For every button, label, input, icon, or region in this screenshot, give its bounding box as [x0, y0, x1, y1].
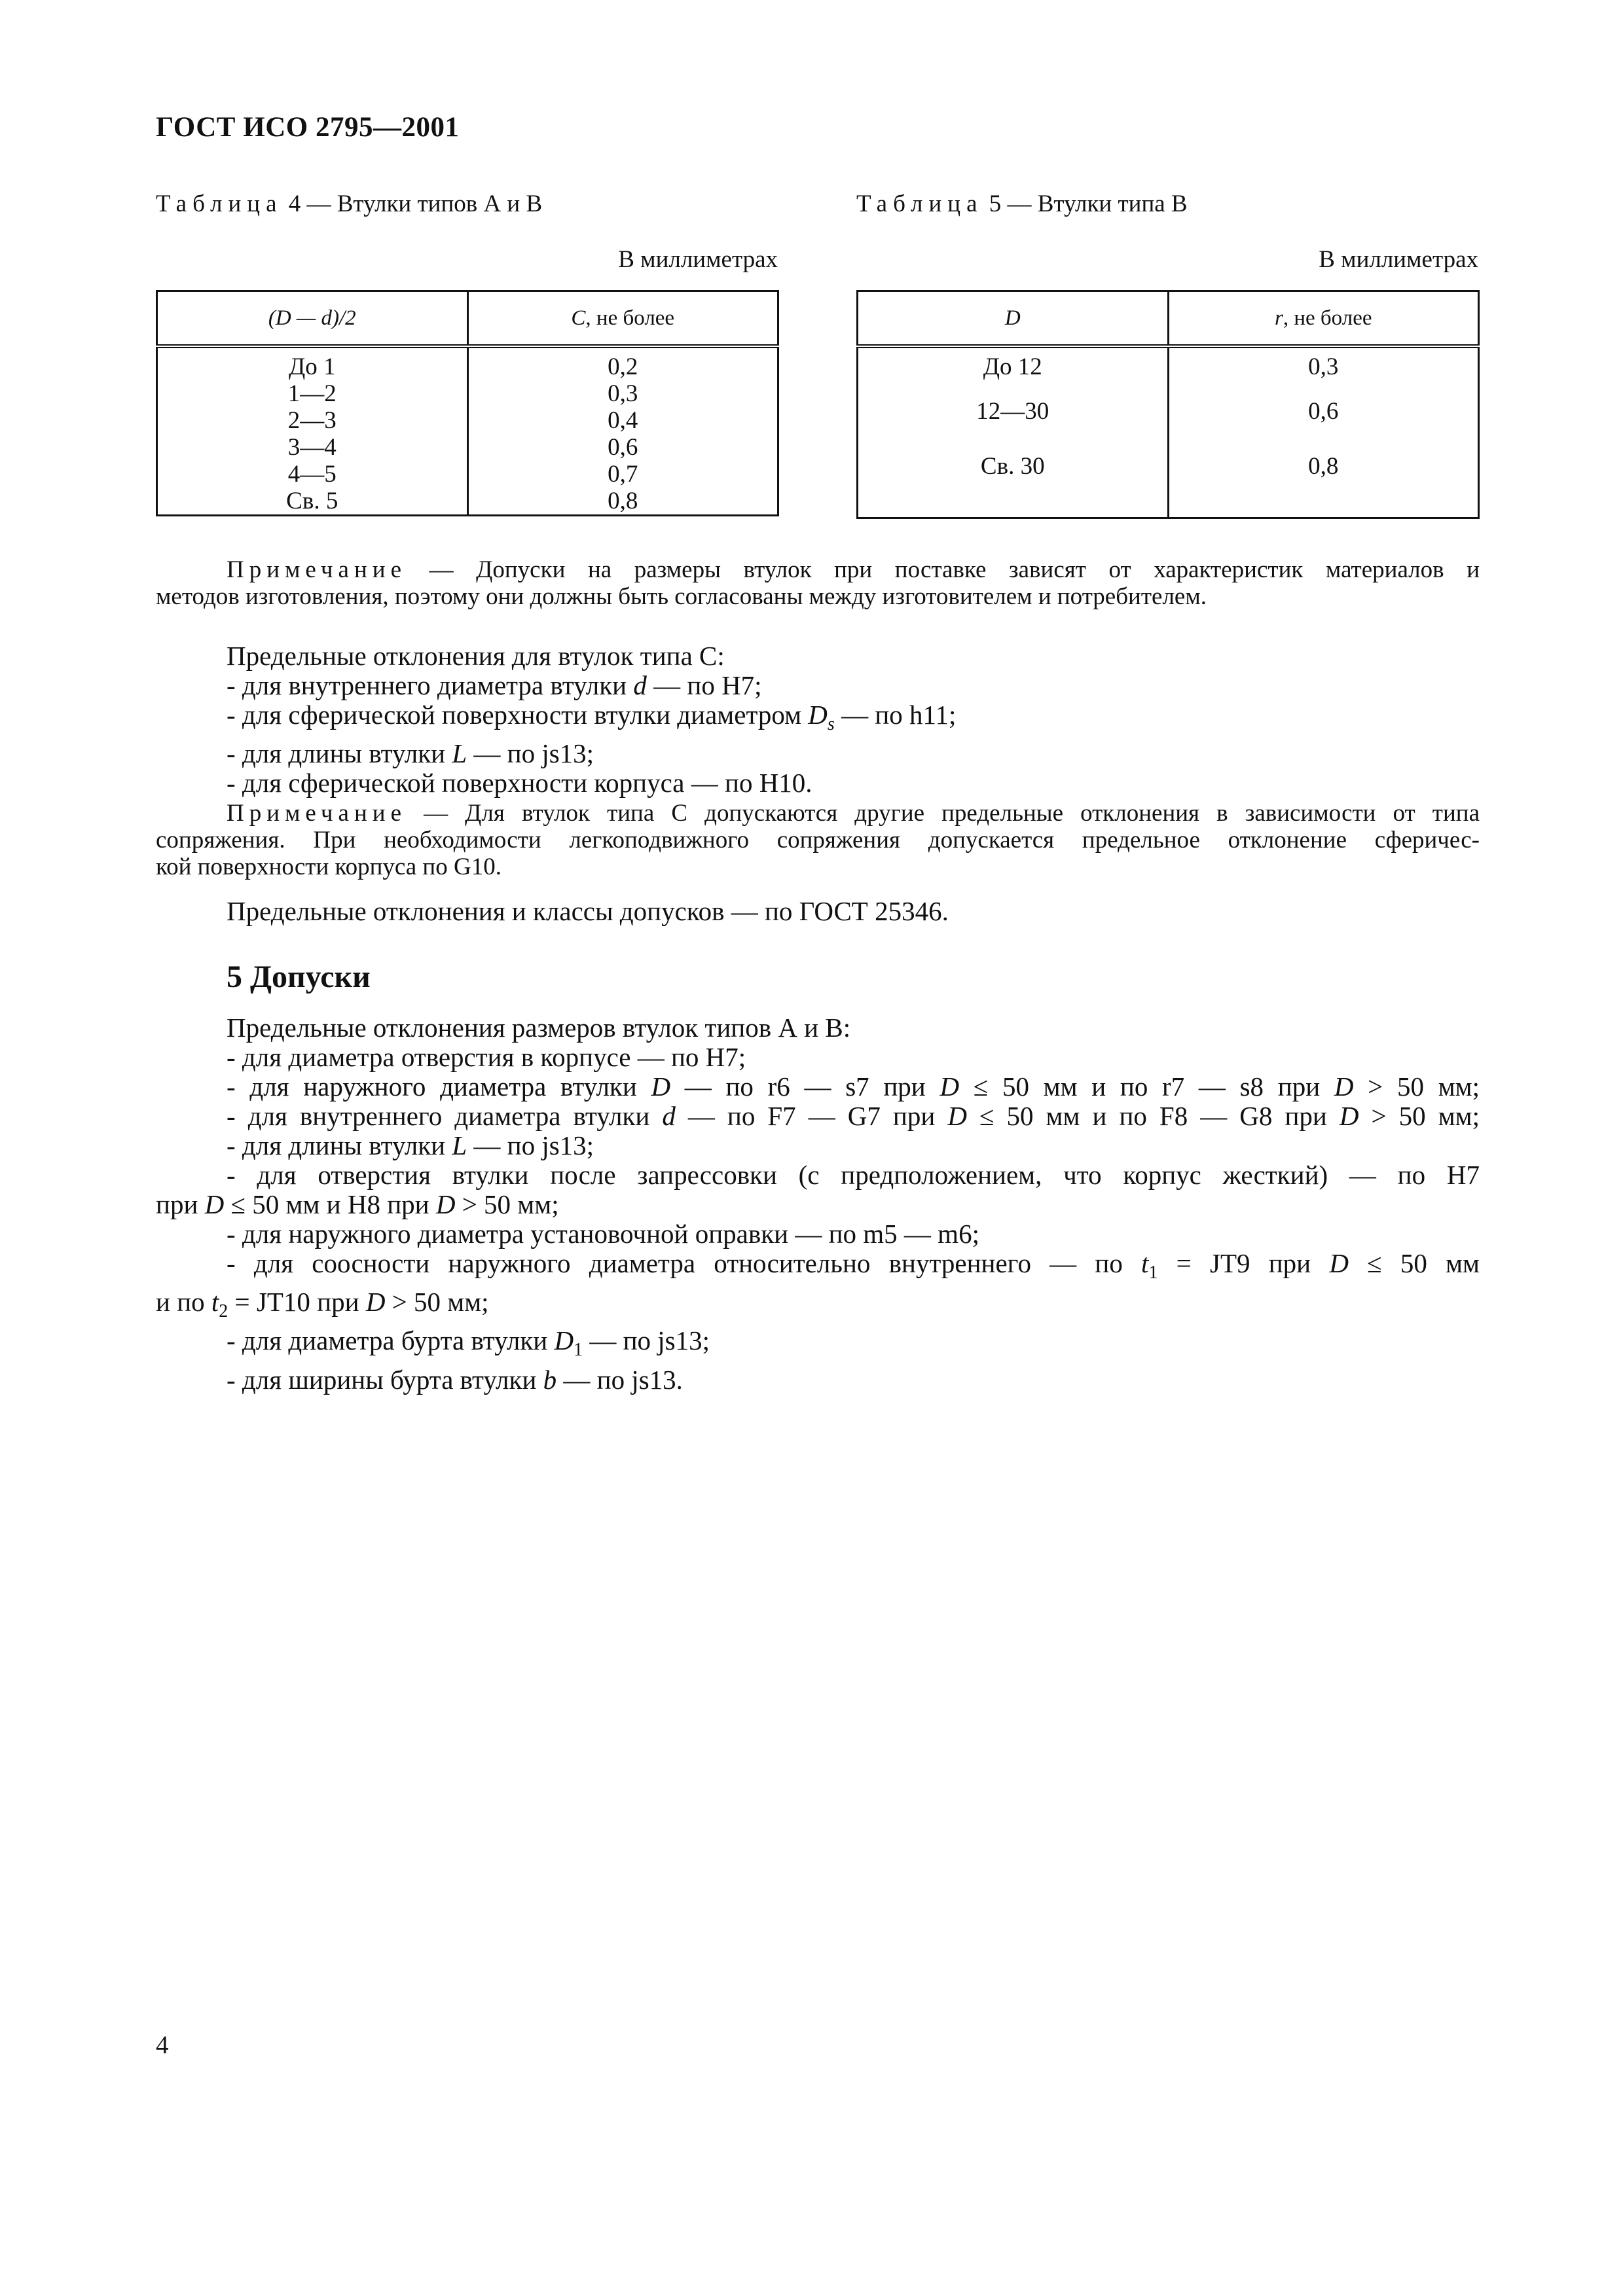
section5-item-cont: при D ≤ 50 мм и Н8 при D > 50 мм; — [156, 1189, 559, 1219]
table4-cell: 0,3 — [467, 380, 778, 407]
table5-cell: До 12 — [858, 346, 1169, 398]
table4-cell: 4—5 — [157, 461, 468, 488]
note-typeC — [156, 800, 1480, 880]
table5-header-radius: r, не более — [1168, 291, 1479, 347]
table5 — [856, 290, 1480, 519]
note-typeC-line2: сопряжения. При необходимости легкоподвижного сопряжения допускается предельное отклонение сферичес- — [156, 827, 1480, 853]
table5-units: В миллиметрах — [1319, 246, 1478, 273]
table5-cell: 0,6 — [1168, 398, 1479, 453]
table5-caption-text: 5 — Втулки типа В — [983, 190, 1188, 217]
section5-title: 5 Допуски — [227, 960, 371, 994]
table5-caption — [856, 190, 1188, 218]
note-typeC-line3: кой поверхности корпуса по G10. — [156, 853, 501, 880]
section5-item-cont: и по $t_2 = JT10$ при D > 50 мм; — [156, 1287, 489, 1322]
page-number: 4 — [156, 2031, 169, 2059]
table4-caption-word: Таблица — [156, 190, 283, 217]
section5-item: - для соосности наружного диаметра относительно внутреннего — по $t_1 = JT9$ при D ≤ 50 мм — [227, 1248, 1480, 1283]
typeC-item: - для внутреннего диаметра втулки d — по Н7; — [227, 670, 762, 700]
table4-cell: 0,4 — [467, 407, 778, 434]
table5-cell: 0,3 — [1168, 346, 1479, 398]
limits-reference: Предельные отклонения и классы допусков — по ГОСТ 25346. — [227, 896, 949, 926]
section5-intro: Предельные отклонения размеров втулок типов А и В: — [227, 1013, 851, 1043]
table4-caption — [156, 190, 542, 218]
table4-header-clearance: (D — d)/2 — [157, 291, 468, 347]
section5-item: - для наружного диаметра установочной оправки — по m5 — m6; — [227, 1219, 979, 1249]
section5-body — [156, 1013, 1480, 1395]
note-tolerances-line1: Примечание — Допуски на размеры втулок при поставке зависят от характеристик материалов и — [227, 556, 1480, 583]
section5-item: - для отверстия втулки после запрессовки (с предположением, что корпус жесткий) — по Н7 — [227, 1160, 1480, 1190]
typeC-item: - для сферической поверхности корпуса — по Н10. — [227, 768, 812, 798]
note-typeC-line1: Примечание — Для втулок типа С допускаются другие предельные отклонения в зависимости от типа — [227, 800, 1480, 827]
table4-cell: 0,6 — [467, 434, 778, 461]
table4-cell: 1—2 — [157, 380, 468, 407]
table5-header-diameter: D — [858, 291, 1169, 347]
section5-item: - для наружного диаметра втулки D — по r6 — s7 при D ≤ 50 мм и по r7 — s8 при D > 50 мм; — [227, 1071, 1480, 1102]
table4-cell: 2—3 — [157, 407, 468, 434]
typeC-item: - для длины втулки L — по js13; — [227, 738, 594, 769]
note-tolerances — [156, 556, 1480, 610]
typeC-item: - для сферической поверхности втулки диаметром $D_s$ — по h11; — [227, 700, 957, 735]
table5-cell: 0,8 — [1168, 453, 1479, 518]
table4-header-chamfer: С, не более — [467, 291, 778, 347]
table4 — [156, 290, 779, 516]
table4-units: В миллиметрах — [618, 246, 778, 273]
table4-cell: Св. 5 — [157, 488, 468, 516]
section5-item: - для внутреннего диаметра втулки d — по F7 — G7 при D ≤ 50 мм и по F8 — G8 при D > 50 мм; — [227, 1101, 1480, 1131]
section5-item: - для ширины бурта втулки b — по js13. — [227, 1364, 683, 1395]
table4-caption-text: 4 — Втулки типов А и В — [282, 190, 543, 217]
section5-item: - для диаметра бурта втулки $D_1$ — по js13; — [227, 1325, 710, 1361]
table4-cell: 0,8 — [467, 488, 778, 516]
typeC-deviations — [227, 641, 1480, 798]
table4-cell: 0,7 — [467, 461, 778, 488]
table5-cell: 12—30 — [858, 398, 1169, 453]
note-tolerances-line2: методов изготовления, поэтому они должны быть согласованы между изготовителем и потребителем. — [156, 583, 1207, 610]
typeC-intro: Предельные отклонения для втулок типа С: — [227, 641, 725, 671]
table4-cell: До 1 — [157, 346, 468, 380]
table5-cell: Св. 30 — [858, 453, 1169, 518]
table4-cell: 0,2 — [467, 346, 778, 380]
section5-item: - для диаметра отверстия в корпусе — по Н7; — [227, 1042, 746, 1072]
table4-cell: 3—4 — [157, 434, 468, 461]
table5-caption-word: Таблица — [856, 190, 983, 217]
section5-item: - для длины втулки L — по js13; — [227, 1130, 594, 1160]
document-header: ГОСТ ИСО 2795—2001 — [156, 112, 460, 143]
